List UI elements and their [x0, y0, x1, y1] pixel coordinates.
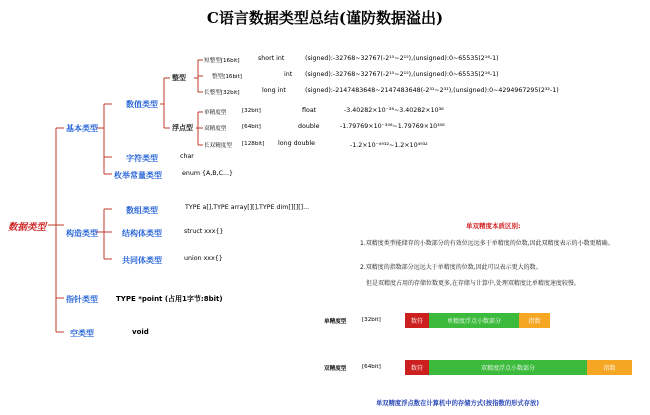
char-type-label: 字符类型	[126, 154, 158, 163]
float-type-single: float	[302, 107, 317, 114]
int-size-long: 长整型[32bit]	[204, 90, 240, 96]
float-bits-long-double: [128bit]	[242, 141, 265, 147]
notes-paragraph-1: 1.双精度类型能储存的小数部分的有效位远远多于单精度的位数,因此双精度表示的小数更精确。	[360, 240, 614, 247]
void-type-value: void	[132, 328, 149, 336]
float-size-long-double: 长双精度型	[204, 143, 232, 149]
single-mantissa-segment: 单精度浮点小数部分	[429, 313, 519, 328]
int-range-int: (signed):-32768~32767(-2¹⁵~2¹⁵),(unsigned):0~65535(2¹⁶-1)	[305, 71, 499, 78]
void-type-label: 空类型	[70, 329, 94, 338]
float-size-single: 单精度型	[204, 110, 227, 116]
array-type-value: TYPE a[],TYPE array[][],TYPE dim[][][]...	[185, 204, 310, 211]
union-type-value: union xxx{}	[184, 255, 223, 262]
single-bar-label: 单精度型	[324, 319, 347, 325]
float-label: 浮点型	[172, 124, 193, 132]
float-size-double: 双精度型	[204, 126, 227, 132]
page-title: C语言数据类型总结(谨防数据溢出)	[206, 9, 444, 27]
basic-type-label: 基本类型	[66, 124, 98, 133]
enum-type-value: enum {A,B,C...}	[182, 170, 234, 177]
notes-paragraph-3: 但是双精度占用的存储位数更多,在存储与计算中,处理双精度比单精度速度较慢。	[366, 280, 580, 287]
notes-title: 单双精度本质区别:	[466, 222, 521, 230]
union-type-label: 共同体类型	[122, 256, 162, 265]
float-type-long-double: long double	[278, 140, 316, 147]
int-size-int: 整型[16bit]	[212, 74, 242, 80]
array-type-label: 数组类型	[126, 206, 158, 215]
float-type-double: double	[298, 123, 320, 130]
storage-caption: 单双精度浮点数在计算机中的存储方式(按指数的形式存放)	[376, 400, 540, 407]
double-bar-label: 双精度型	[324, 366, 347, 372]
double-sign-segment: 数符	[405, 360, 429, 375]
construct-type-label: 构造类型	[66, 229, 98, 238]
enum-type-label: 枚举常量类型	[114, 171, 162, 180]
double-mantissa-segment: 双精度浮点小数部分	[429, 360, 587, 375]
notes-paragraph-2: 2.双精度的指数部分远远大于单精度的位数,因此可以表示更大的数。	[360, 264, 542, 271]
single-bar-bits: [32bit]	[362, 317, 381, 323]
char-type-value: char	[180, 153, 194, 160]
pointer-type-label: 指针类型	[66, 295, 98, 304]
root-node: 数据类型	[8, 222, 47, 233]
double-exponent-segment: 指数	[587, 360, 632, 375]
float-range-long-double: -1.2×10⁻⁴⁹³²~1.2×10⁴⁹³²	[350, 142, 428, 149]
double-bar-bits: [64bit]	[362, 364, 381, 370]
struct-type-value: struct xxx{}	[184, 228, 224, 235]
single-sign-segment: 数符	[405, 313, 429, 328]
int-size-short: 短整型[16bit]	[204, 58, 240, 64]
struct-type-label: 结构体类型	[122, 229, 162, 238]
integer-label: 整型	[172, 74, 186, 82]
float-range-single: -3.40282×10⁻³⁸~3.40282×10³⁸	[344, 107, 444, 114]
pointer-type-value: TYPE *point (占用1字节:8bit)	[116, 295, 223, 303]
int-type-long: long int	[262, 87, 286, 94]
float-bits-double: [64bit]	[242, 124, 261, 130]
numeric-type-label: 数值类型	[126, 100, 158, 109]
int-type-short: short int	[258, 55, 285, 62]
float-range-double: -1.79769×10⁻³⁰⁸~1.79769×10³⁰⁸	[340, 123, 445, 130]
int-range-short: (signed):-32768~32767(-2¹⁵~2¹⁵),(unsigned):0~65535(2¹⁶-1)	[305, 55, 499, 62]
int-range-long: (signed):-2147483648~2147483648(-2³¹~2³¹),(unsigned):0~4294967295(2³²-1)	[305, 87, 559, 94]
single-exponent-segment: 指数	[519, 313, 550, 328]
float-bits-single: [32bit]	[242, 108, 261, 114]
int-type-int: int	[284, 71, 293, 78]
